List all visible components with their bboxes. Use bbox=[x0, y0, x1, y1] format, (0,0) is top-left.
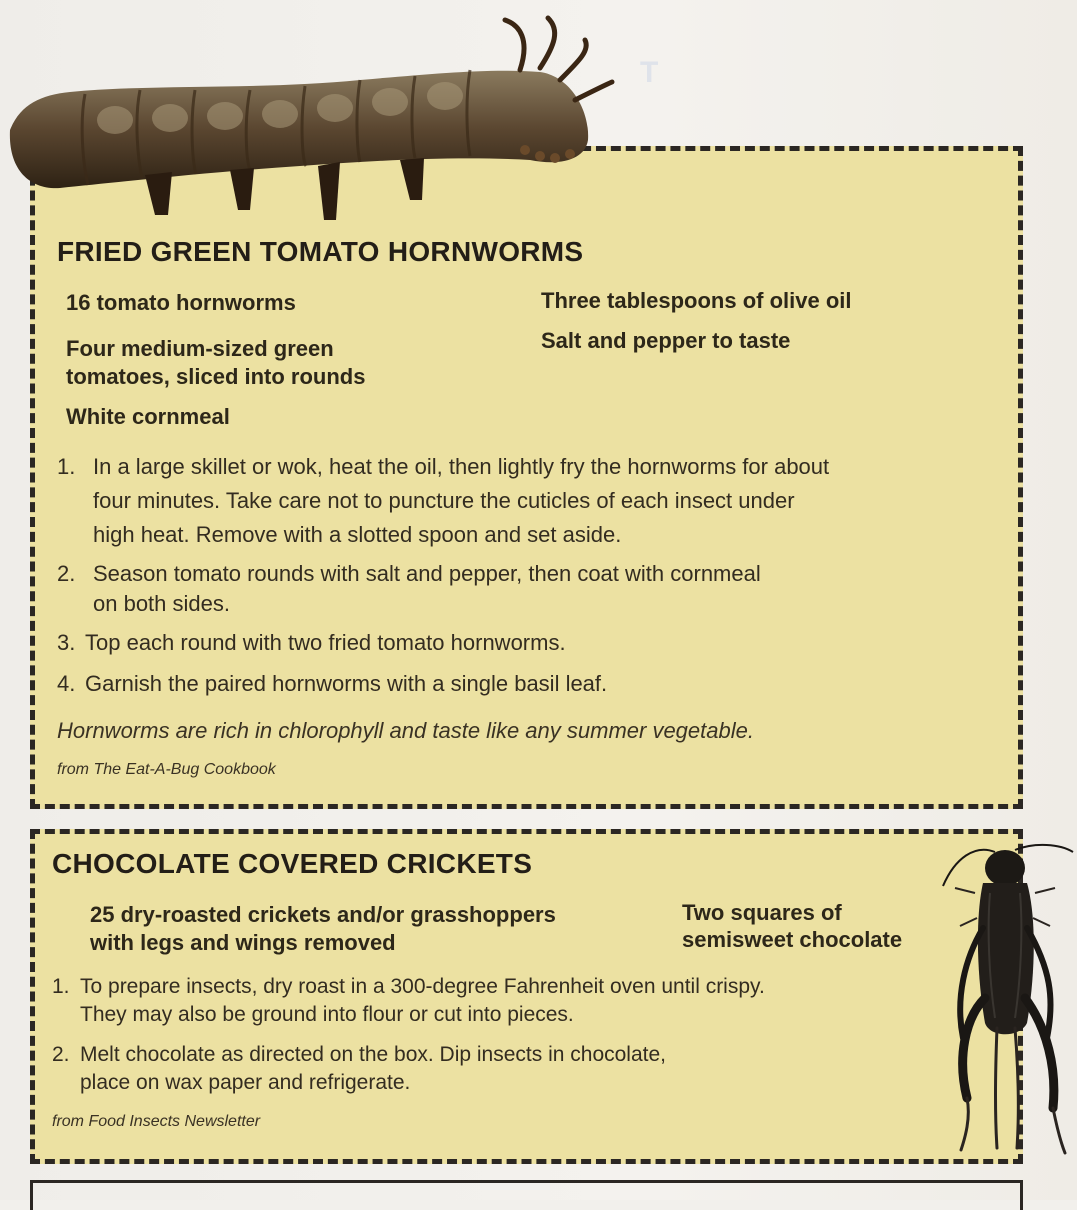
ingredient-crickets-line1: 25 dry-roasted crickets and/or grasshoppers bbox=[90, 902, 556, 927]
recipe-title-crickets: CHOCOLATE COVERED CRICKETS bbox=[52, 848, 533, 879]
recipe-title-hornworms: FRIED GREEN TOMATO HORNWORMS bbox=[57, 236, 584, 267]
step-1-line-3: high heat. Remove with a slotted spoon and set aside. bbox=[93, 522, 622, 547]
cricket-step-1-line-1: 1. To prepare insects, dry roast in a 300-degree Fahrenheit oven until crispy. bbox=[52, 973, 765, 1001]
step-1-line-1: 1. In a large skillet or wok, heat the oil, then lightly fry the hornworms for about bbox=[57, 450, 829, 484]
step-number: 2. bbox=[57, 561, 76, 586]
step-2-line-1: 2. Season tomato rounds with salt and pepper, then coat with cornmeal bbox=[57, 561, 761, 586]
step-number: 2. bbox=[52, 1043, 70, 1066]
cricket-step-1-line-2: They may also be ground into flour or cut into pieces. bbox=[80, 1003, 574, 1026]
ingredient-salt-pepper: Salt and pepper to taste bbox=[541, 328, 791, 353]
ingredient-chocolate-line1: Two squares of bbox=[682, 900, 842, 925]
step-1-line-2: four minutes. Take care not to puncture the cuticles of each insect under bbox=[93, 488, 795, 513]
next-section-box bbox=[30, 1180, 1023, 1210]
cricket-step-2-line-1: 2. Melt chocolate as directed on the box. Dip insects in chocolate, bbox=[52, 1041, 666, 1069]
recipe-source: from The Eat-A-Bug Cookbook bbox=[57, 761, 276, 778]
cricket-recipe-source: from Food Insects Newsletter bbox=[52, 1113, 261, 1130]
cricket-illustration bbox=[935, 838, 1075, 1158]
ingredient-tomatoes-line2: tomatoes, sliced into rounds bbox=[66, 364, 366, 389]
step-3: 3. Top each round with two fried tomato hornworms. bbox=[57, 630, 566, 655]
ingredient-chocolate-line2: semisweet chocolate bbox=[682, 927, 903, 952]
step-2-line-2: on both sides. bbox=[93, 591, 230, 616]
ingredient-crickets-line2: with legs and wings removed bbox=[90, 930, 396, 955]
step-number: 3. bbox=[57, 630, 76, 655]
ingredient-tomatoes-line1: Four medium-sized green bbox=[66, 336, 334, 361]
step-number: 1. bbox=[52, 975, 70, 998]
ingredient-cornmeal: White cornmeal bbox=[66, 404, 230, 429]
cricket-step-2-line-2: place on wax paper and refrigerate. bbox=[80, 1071, 411, 1094]
faded-background-text: T bbox=[640, 56, 659, 89]
hornworm-illustration bbox=[0, 10, 620, 230]
step-number: 4. bbox=[57, 671, 76, 696]
recipe-note: Hornworms are rich in chlorophyll and taste like any summer vegetable. bbox=[57, 718, 754, 743]
step-4: 4. Garnish the paired hornworms with a single basil leaf. bbox=[57, 671, 608, 696]
ingredient-hornworms: 16 tomato hornworms bbox=[66, 290, 296, 315]
ingredient-olive-oil: Three tablespoons of olive oil bbox=[541, 288, 852, 313]
step-number: 1. bbox=[57, 454, 76, 479]
